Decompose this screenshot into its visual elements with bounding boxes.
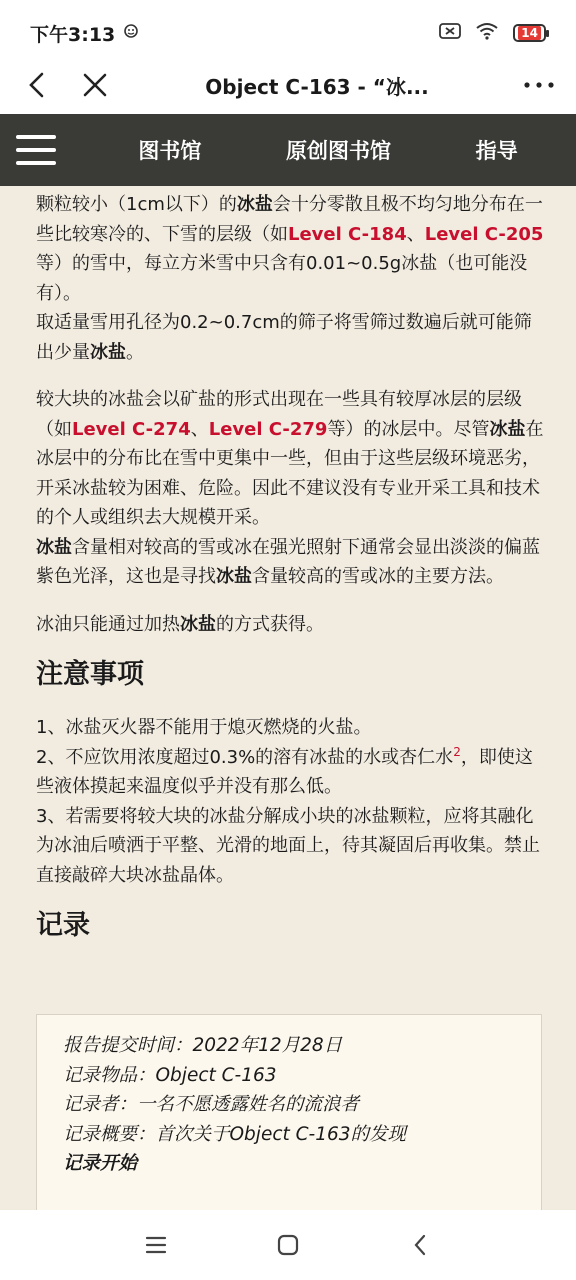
nav-original-library[interactable]: 原创图书馆: [285, 139, 391, 163]
notification-icon: [123, 22, 139, 44]
footnote-link[interactable]: 2: [453, 744, 461, 759]
paragraph: 较大块的冰盐会以矿盐的形式出现在一些具有较厚冰层的层级（如Level C-274、Level C-279等）的冰层中。尽管冰盐在冰层中的分布比在雪中更集中一些，但由于这些层级环境恶劣，开采冰盐较为困难、危险。因此不建议没有专业开采工具和技术的个人或组织去大规模开采。: [36, 389, 544, 528]
record-line: 记录概要：首次关于Object C-163的发现: [63, 1123, 407, 1145]
recent-apps-button[interactable]: [136, 1225, 176, 1265]
menu-icon[interactable]: [16, 135, 56, 165]
home-button[interactable]: [268, 1225, 308, 1265]
note-item: 1、冰盐灭火器不能用于熄灭燃烧的火盐。: [36, 717, 372, 738]
notes-heading: 注意事项: [36, 659, 144, 690]
level-link[interactable]: Level C-184: [288, 223, 407, 245]
close-tab-button[interactable]: [76, 66, 114, 104]
level-link[interactable]: Level C-274: [72, 418, 191, 440]
paragraph: 冰油只能通过加热冰盐的方式获得。: [36, 613, 324, 635]
battery-icon: [513, 24, 546, 42]
paragraph: 冰盐含量相对较高的雪或冰在强光照射下通常会显出淡淡的偏蓝紫色光泽，这也是寻找冰盐含量较高的雪或冰的主要方法。: [36, 536, 540, 587]
note-item: 3、若需要将较大块的冰盐分解成小块的冰盐颗粒，应将其融化为冰油后喷洒于平整、光滑的地面上，待其凝固后再收集。禁止直接敲碎大块冰盐晶体。: [36, 805, 540, 886]
browser-toolbar: [0, 56, 576, 114]
record-line: 记录者：一名不愿透露姓名的流浪者: [63, 1094, 360, 1115]
record-line: 记录物品：Object C-163: [63, 1064, 277, 1086]
paragraph: 取适量雪用孔径为0.2~0.7cm的筛子将雪筛过数遍后就可能筛出少量冰盐。: [36, 312, 532, 363]
site-nav: [0, 114, 576, 186]
nav-library[interactable]: 图书馆: [138, 139, 202, 163]
level-link[interactable]: Level C-279: [208, 418, 328, 440]
wifi-icon: [475, 22, 499, 45]
more-options-button[interactable]: [520, 66, 558, 104]
back-button[interactable]: [18, 66, 56, 104]
nav-guide[interactable]: 指导: [475, 139, 518, 163]
record-line: 报告提交时间：2022年12月28日: [63, 1035, 343, 1056]
note-item: 2、不应饮用浓度超过0.3%的溶有冰盐的水或杏仁水$^2$，即使这些液体摸起来温度似乎并没有那么低。: [36, 744, 533, 797]
paragraph: 颗粒较小（1cm以下）的冰盐会十分零散且极不均匀地分布在一些比较寒冷的、下雪的层级（如Level C-184、Level C-205等）的雪中，每立方米雪中只含有0.01~0.5g冰盐（也可能没有）。: [36, 194, 544, 304]
records-heading: 记录: [36, 910, 90, 941]
system-nav-bar: [0, 1210, 576, 1280]
record-start: 记录开始: [63, 1153, 138, 1174]
system-back-button[interactable]: [400, 1225, 440, 1265]
article-content: [36, 190, 544, 964]
page-title: Object C-163 - “冰...: [205, 74, 429, 99]
battery-level: 14: [518, 26, 541, 40]
record-box: [36, 1014, 542, 1224]
sim-disabled-icon: [439, 22, 461, 45]
level-link[interactable]: Level C-205: [424, 223, 544, 245]
status-time: 下午3:13: [30, 23, 116, 46]
